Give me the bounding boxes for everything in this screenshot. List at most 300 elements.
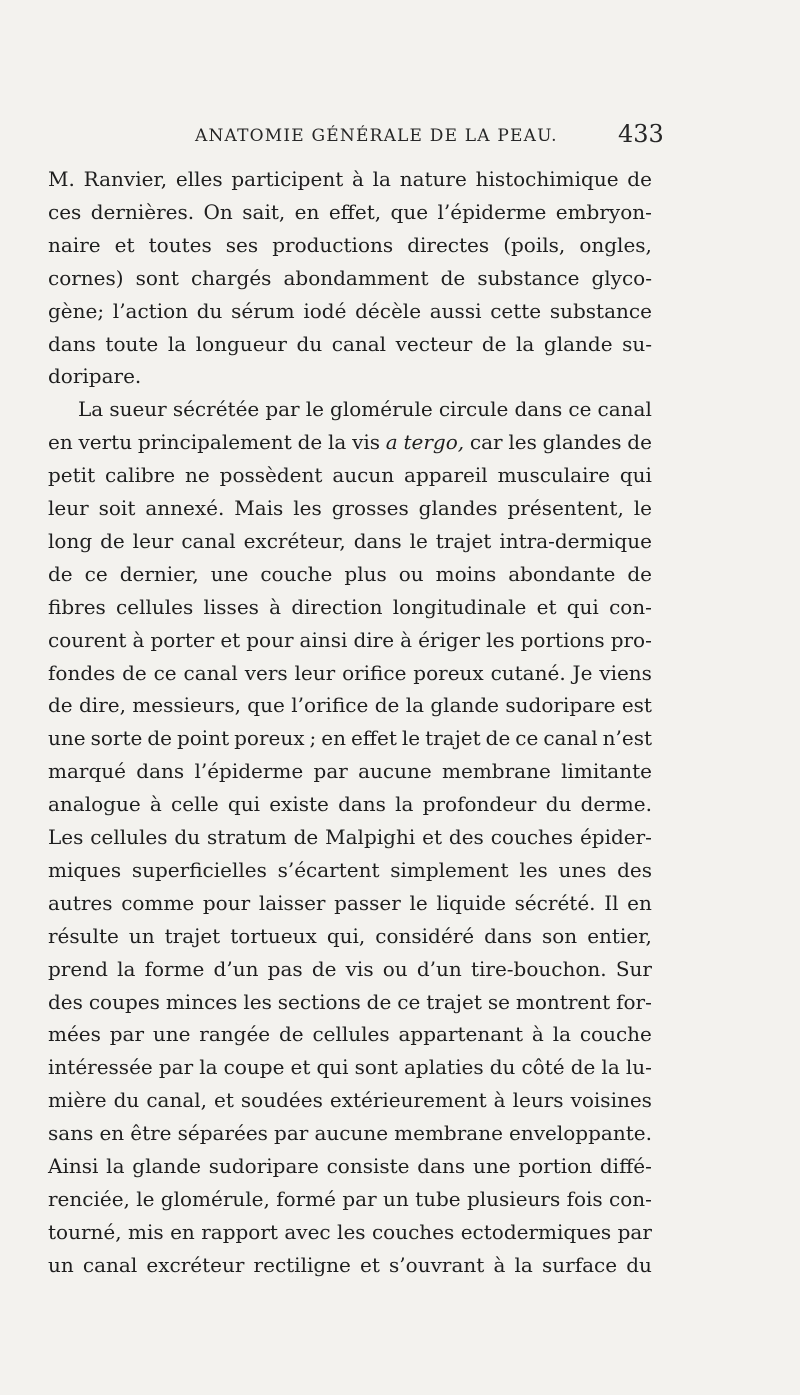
word: poreux [234,726,305,751]
word: pas [267,956,303,981]
word: du [489,1055,516,1080]
word: décèle [355,298,422,323]
word: vecteur [395,331,473,356]
text-line [48,426,652,458]
word: des [617,857,652,882]
word: miques [48,857,122,882]
word: séparées [177,1121,268,1146]
word: ces [48,199,82,224]
word: une [472,1154,511,1178]
word: avec [284,1219,331,1244]
word: présentent, [507,496,624,520]
text-line [48,591,652,623]
word: de [366,989,392,1014]
word: excréteur, [243,528,346,553]
word: toute [105,331,159,356]
word: ce [515,726,539,751]
word: de [48,693,73,718]
word: de [48,561,73,586]
word: appareil [404,463,488,488]
word: que [390,199,429,224]
word: un [128,923,155,948]
word: voisines [570,1088,652,1113]
word: par [109,1022,145,1047]
word: existe [269,792,329,817]
word: entier, [587,923,652,948]
word: nature [399,167,467,191]
word: de [485,726,511,751]
text-line [48,1150,652,1182]
word: et [114,232,135,257]
word: poreux [413,660,484,685]
word: en [321,726,346,751]
word: participent [231,167,344,191]
word: glandes [542,430,622,455]
word: la [395,792,414,817]
word: glomérule, [160,1186,270,1211]
text-line [48,163,652,195]
word: glandes [418,496,498,520]
word: sécrétée [172,397,260,422]
word: a [385,430,398,455]
word: profondeur [422,792,537,817]
word: abondamment [283,265,429,290]
word: à [531,1022,544,1047]
text-line [48,689,652,721]
word: à [269,594,282,619]
word: Mais [234,496,284,520]
word: Ainsi [48,1154,99,1178]
word: sécrété. [514,890,596,915]
word: du [626,1252,652,1277]
word: qui [566,594,599,619]
word: vertu [78,430,133,455]
word: doripare. [48,364,142,389]
word: lu- [625,1055,652,1080]
word: de [440,265,466,290]
word: son [542,923,578,948]
word: une [48,726,86,751]
word: les [486,627,515,652]
word: toutes [148,232,212,257]
word: sont [354,1055,398,1080]
text-line [48,360,652,392]
word: forme [144,956,205,981]
word: sait, [242,199,286,224]
word: cellules [116,594,194,619]
word: une [210,561,249,586]
word: ; [309,726,317,751]
word: des [48,989,83,1014]
word: dans [353,528,402,553]
word: iodé [303,298,347,323]
word: tire-bouchon. [470,956,607,981]
word: et [536,594,557,619]
text-line [48,558,652,590]
word: de [627,167,652,191]
word: cellules [312,1022,390,1047]
word: dire [353,627,395,652]
word: les [243,989,272,1014]
word: longitudinale [392,594,527,619]
word: autres [48,890,113,915]
word: laisser [258,890,326,915]
word: à [132,627,145,652]
text-line [48,1117,652,1149]
text-line [48,657,652,689]
word: vers [244,660,288,685]
word: cellules [90,825,168,849]
word: canal [181,528,236,553]
word: excréteur [146,1252,245,1277]
text-line [48,492,652,524]
word: canal, [146,1088,207,1113]
word: vis [345,956,374,981]
word: aucune [358,759,432,784]
word: la [514,1252,533,1277]
word: les [293,496,322,520]
word: con- [609,594,652,619]
word: petit [48,463,96,488]
word: elles [175,167,223,191]
word: à [351,167,364,191]
word: par [617,1219,652,1244]
text-line [48,755,652,787]
word: fibres [48,594,106,619]
word: un [48,1252,74,1277]
word: tergo, [403,430,465,455]
word: intra-dermique [499,528,652,553]
word: leur [48,496,89,520]
word: une [152,1022,191,1047]
word: mis [128,1219,164,1244]
word: passer [334,890,401,915]
word: de [147,726,172,751]
word: limitante [561,759,652,784]
word: orifice [342,660,407,685]
word: ainsi [299,627,348,652]
word: glande [132,1154,201,1178]
word: directes [407,232,490,257]
word: calibre [105,463,176,488]
word: sudoripare [208,1154,319,1178]
word: montrent [515,989,611,1014]
word: l’orifice [291,693,369,718]
word: et [220,627,241,652]
text-line [48,459,652,491]
text-line [48,1051,652,1083]
word: extérieurement [329,1088,487,1113]
word: Je [572,660,593,685]
word: prend [48,956,108,981]
word: car [469,430,503,455]
word: derme. [580,792,652,817]
word: surface [541,1252,618,1277]
word: un [382,1186,409,1211]
word: la [372,167,391,191]
word: lisses [203,594,259,619]
word: longueur [195,331,287,356]
word: principalement [137,430,292,455]
word: pour [202,890,251,915]
word: dans [338,792,386,817]
word: qui [227,792,260,817]
word: possèdent [219,463,323,488]
text-line [48,1183,652,1215]
text-line [48,854,652,886]
text-line [48,953,652,985]
word: n’est [602,726,652,751]
word: de [100,528,125,553]
word: dans [48,331,96,356]
word: de [311,956,337,981]
word: naire [48,232,101,257]
word: de [122,660,147,685]
word: (poils, [503,232,566,257]
word: fondes [48,660,116,685]
word: ce [397,989,421,1014]
word: con- [609,1186,652,1211]
word: vis [352,430,381,455]
word: la [601,1055,620,1080]
word: glyco- [591,265,652,290]
word: trajet [425,726,481,751]
word: d’un [416,956,462,981]
word: unes [558,857,607,882]
word: sont [135,265,179,290]
word: de [374,693,400,718]
word: à [493,1252,506,1277]
word: couches [490,825,574,849]
text-line [48,821,652,853]
text-line [48,262,652,294]
word: en [99,1121,125,1146]
word: consiste [326,1154,410,1178]
word: coupes [88,989,160,1014]
word: pro- [610,627,652,652]
word: annexé. [145,496,225,520]
word: On [203,199,233,224]
word: le [409,890,428,915]
word: long [48,528,93,553]
word: renciée, [48,1186,130,1211]
text-line [48,1249,652,1281]
word: soudées [240,1088,323,1113]
word: ongles, [579,232,652,257]
word: par [342,1186,377,1211]
word: rapport [201,1219,278,1244]
word: par [313,759,348,784]
word: productions [272,232,394,257]
word: aucun [332,463,395,488]
word: glande [543,331,613,356]
word: du [113,1088,140,1113]
word: superficielles [131,857,267,882]
text-line [48,624,652,656]
word: cornes) [48,265,124,290]
word: point [176,726,230,751]
word: ou [398,561,424,586]
word: à [149,792,162,817]
word: trajet [164,923,221,948]
word: par [158,1055,194,1080]
word: liquide [436,890,506,915]
word: sueur [109,397,167,422]
word: sans [48,1121,94,1146]
word: minces [165,989,238,1014]
word: dans [484,923,532,948]
word: la [552,1022,572,1047]
word: ce [568,397,592,422]
word: du [296,331,323,356]
word: à [400,627,413,652]
word: dans [136,759,185,784]
word: et [214,1088,234,1113]
word: chargés [190,265,272,290]
word: est [621,693,652,718]
word: aplaties [404,1055,484,1080]
word: du [545,792,572,817]
word: Les [48,825,84,849]
word: formé [276,1186,337,1211]
word: cette [490,298,542,323]
word: les [337,1219,366,1244]
word: être [130,1121,172,1146]
text-line [48,722,652,754]
running-head: ANATOMIE GÉNÉRALE DE LA PEAU. [195,126,558,146]
word: les [508,430,537,455]
word: et [360,1252,380,1277]
text-line [48,328,652,360]
text-line [48,920,652,952]
word: enveloppante. [509,1121,652,1146]
word: M. [48,167,75,191]
word: dernières. [90,199,195,224]
word: circule [438,397,509,422]
word: grosses [331,496,409,520]
word: substance [549,298,652,323]
word: à [493,1088,506,1113]
word: l’épiderme [437,199,547,224]
word: qui, [326,923,366,948]
word: embryon- [555,199,652,224]
word: qui [619,463,652,488]
word: soit [98,496,136,520]
word: le [633,496,652,520]
word: coupe [223,1055,285,1080]
word: par [265,397,300,422]
word: rangée [199,1022,271,1047]
word: glande [430,693,500,718]
word: que [247,693,285,718]
word: ériger [418,627,481,652]
word: trajet [426,989,482,1014]
word: for- [616,989,652,1014]
word: en [627,890,652,915]
word: aucune [314,1121,389,1146]
word: le [401,726,421,751]
word: abondante [508,561,616,586]
word: de [297,430,323,455]
word: appartenant [398,1022,524,1047]
word: du [174,825,201,849]
word: gène; [48,298,105,323]
word: fois [566,1186,603,1211]
word: ce [153,660,177,685]
word: et [290,1055,311,1080]
word: se [487,989,510,1014]
word: la [405,693,425,718]
word: direction [291,594,383,619]
text-line [48,1216,652,1248]
text-line [48,525,652,557]
word: la [199,1055,218,1080]
word: trajet [435,528,492,553]
word: leur [294,660,336,685]
text-line [48,229,652,261]
text-line [48,196,652,228]
word: Ranvier, [83,167,168,191]
word: membrane [394,1121,503,1146]
text-line [78,393,652,425]
word: Sur [615,956,652,981]
word: de [481,331,507,356]
word: musculaire [497,463,610,488]
word: le [409,528,428,553]
word: en [48,430,73,455]
word: mées [48,1022,101,1047]
word: de [627,561,652,586]
word: les [519,857,548,882]
word: substance [477,265,580,290]
word: considéré [375,923,475,948]
word: pour [246,627,294,652]
word: mière [48,1088,107,1113]
word: dans [514,397,563,422]
word: moins [435,561,497,586]
word: sections [277,989,361,1014]
word: canal [331,331,387,356]
word: l’action [112,298,189,323]
word: cutané. [490,660,566,685]
word: en [170,1219,195,1244]
word: courent [48,627,127,652]
word: tortueux [230,923,317,948]
text-line [48,986,652,1018]
word: la [106,1154,125,1178]
word: plus [344,561,387,586]
word: de [570,1055,596,1080]
word: le [136,1186,155,1211]
word: le [305,397,324,422]
word: portion [518,1154,593,1178]
text-line [48,887,652,919]
word: viens [599,660,652,685]
word: canal [82,1252,138,1277]
word: porter [150,627,215,652]
word: épider- [579,825,652,849]
text-line [48,788,652,820]
word: la [167,331,187,356]
word: messieurs, [132,693,241,718]
word: simplement [390,857,509,882]
word: couche [260,561,333,586]
word: histochimique [475,167,619,191]
word: sudoripare [505,693,616,718]
word: stratum [207,825,287,849]
word: ectodermiques [460,1219,612,1244]
word: couche [579,1022,652,1047]
